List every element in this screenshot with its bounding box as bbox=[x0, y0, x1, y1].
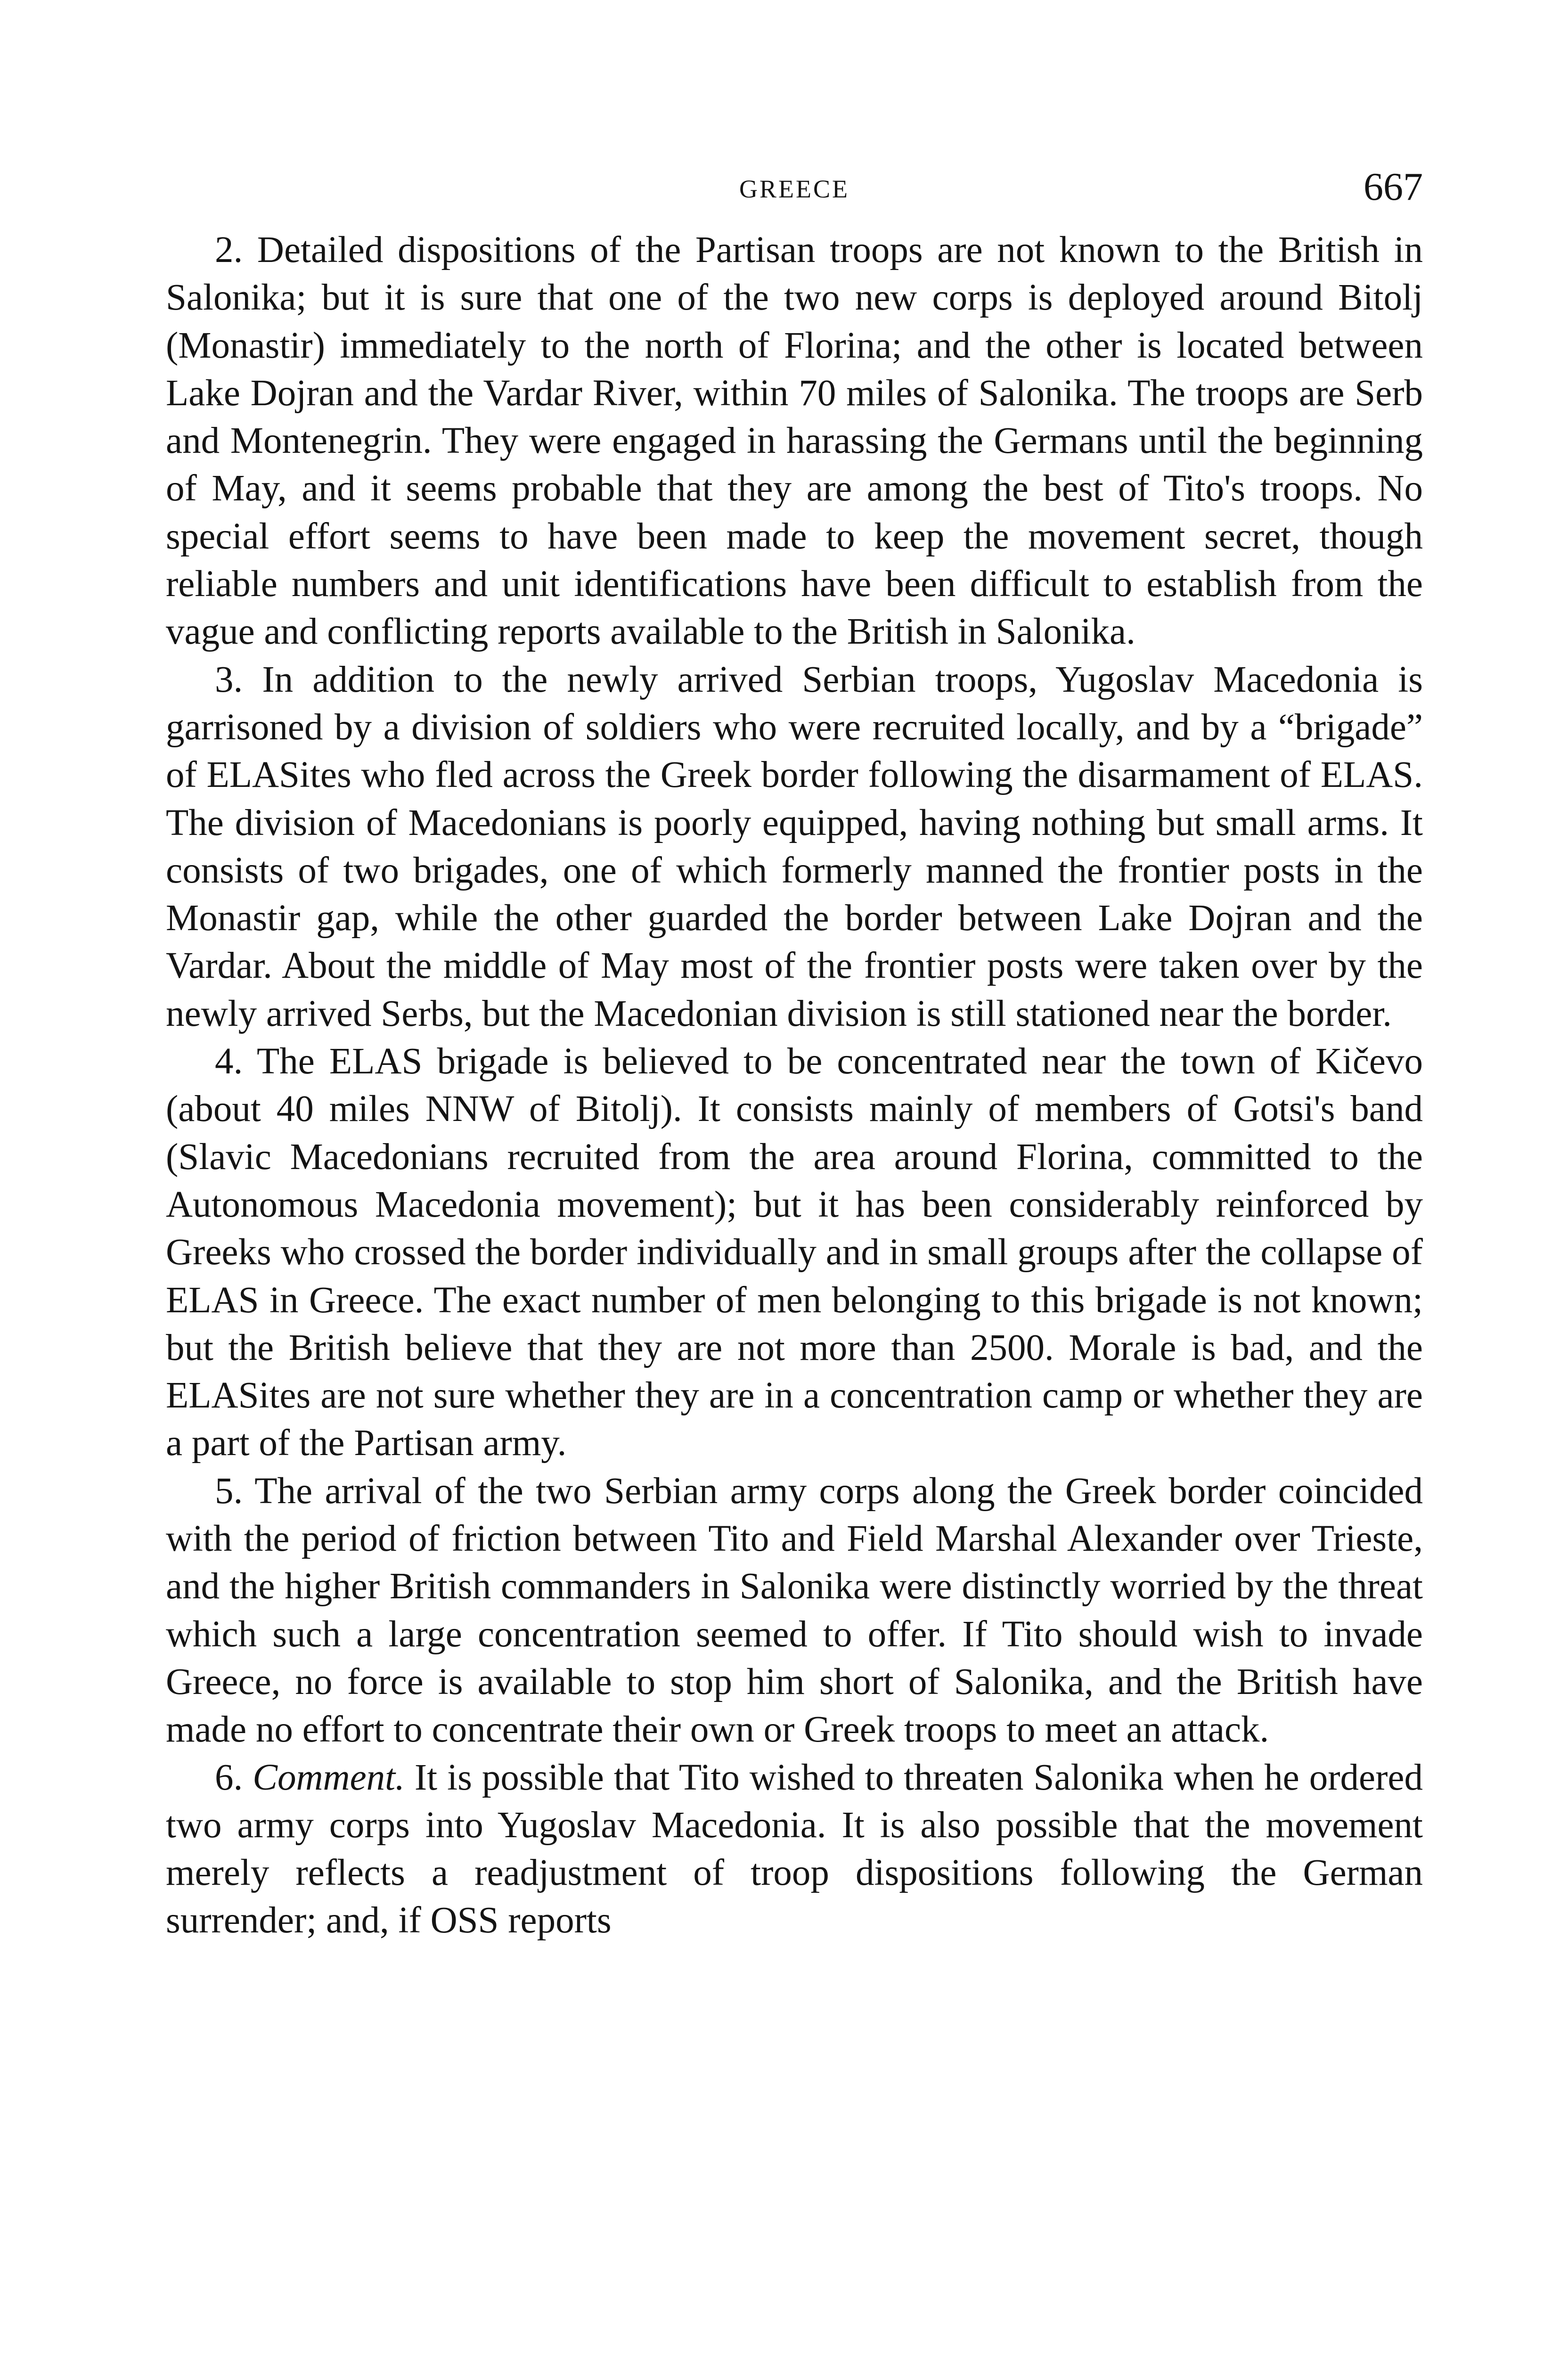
document-page bbox=[166, 155, 1423, 1945]
running-title: GREECE bbox=[739, 175, 849, 203]
paragraph-text: It is possible that Tito wished to threaten Salonika when he ordered two army corps into Yugoslav Macedonia. It is also possible that the movement merely reflects a readjustment of troop dispositions following the German surrender; and, if OSS reports bbox=[166, 1757, 1423, 1941]
paragraph-number: 5. bbox=[215, 1470, 243, 1512]
paragraph-4 bbox=[166, 1038, 1423, 1467]
paragraph-3 bbox=[166, 656, 1423, 1038]
paragraph-number: 4. bbox=[215, 1041, 243, 1082]
paragraph-text: In addition to the newly arrived Serbian troops, Yugoslav Macedonia is garrisoned by a division of soldiers who were recruited locally, and by a “brigade” of ELASites who fled across the Greek border following the disarmament of ELAS. The division of Macedonians is poorly equipped, having nothing but small arms. It consists of two brigades, one of which formerly manned the frontier posts in the Monastir gap, while the other guarded the border between Lake Dojran and the Vardar. About the middle of May most of the frontier posts were taken over by the newly arrived Serbs, but the Macedonian division is still stationed near the border. bbox=[166, 659, 1423, 1034]
paragraph-text: Detailed dispositions of the Partisan troops are not known to the British in Salonika; but it is sure that one of the two new corps is deployed around Bitolj (Monastir) immediately to the north of Florina; and the other is located between Lake Dojran and the Vardar River, within 70 miles of Salonika. The troops are Serb and Montenegrin. They were engaged in harassing the Germans until the beginning of May, and it seems probable that they are among the best of Tito's troops. No special effort seems to have been made to keep the movement secret, though reliable numbers and unit identifications have been difficult to establish from the vague and conflicting reports available to the British in Salonika. bbox=[166, 229, 1423, 653]
paragraph-number: 3. bbox=[215, 659, 243, 700]
running-head bbox=[166, 155, 1423, 226]
paragraph-lead: Comment. bbox=[253, 1757, 405, 1798]
paragraph-number: 2. bbox=[215, 229, 243, 270]
paragraph-number: 6. bbox=[215, 1757, 243, 1798]
paragraph-text: The arrival of the two Serbian army corps along the Greek border coincided with the period of friction between Tito and Field Marshal Alexander over Trieste, and the higher British commanders in Salonika were distinctly worried by the threat which such a large concentration seemed to offer. If Tito should wish to invade Greece, no force is available to stop him short of Salonika, and the British have made no effort to concentrate their own or Greek troops to meet an attack. bbox=[166, 1470, 1423, 1751]
paragraph-6 bbox=[166, 1754, 1423, 1945]
paragraph-2 bbox=[166, 226, 1423, 656]
body-text bbox=[166, 226, 1423, 1945]
paragraph-5 bbox=[166, 1467, 1423, 1754]
page-number: 667 bbox=[1364, 165, 1423, 209]
paragraph-text: The ELAS brigade is believed to be concentrated near the town of Kičevo (about 40 miles NNW of Bitolj). It consists mainly of members of Gotsi's band (Slavic Macedonians recruited from the area around Florina, committed to the Autonomous Macedonia movement); but it has been considerably reinforced by Greeks who crossed the border individually and in small groups after the collapse of ELAS in Greece. The exact number of men belonging to this brigade is not known; but the British believe that they are not more than 2500. Morale is bad, and the ELASites are not sure whether they are in a concentration camp or whether they are a part of the Partisan army. bbox=[166, 1041, 1423, 1464]
